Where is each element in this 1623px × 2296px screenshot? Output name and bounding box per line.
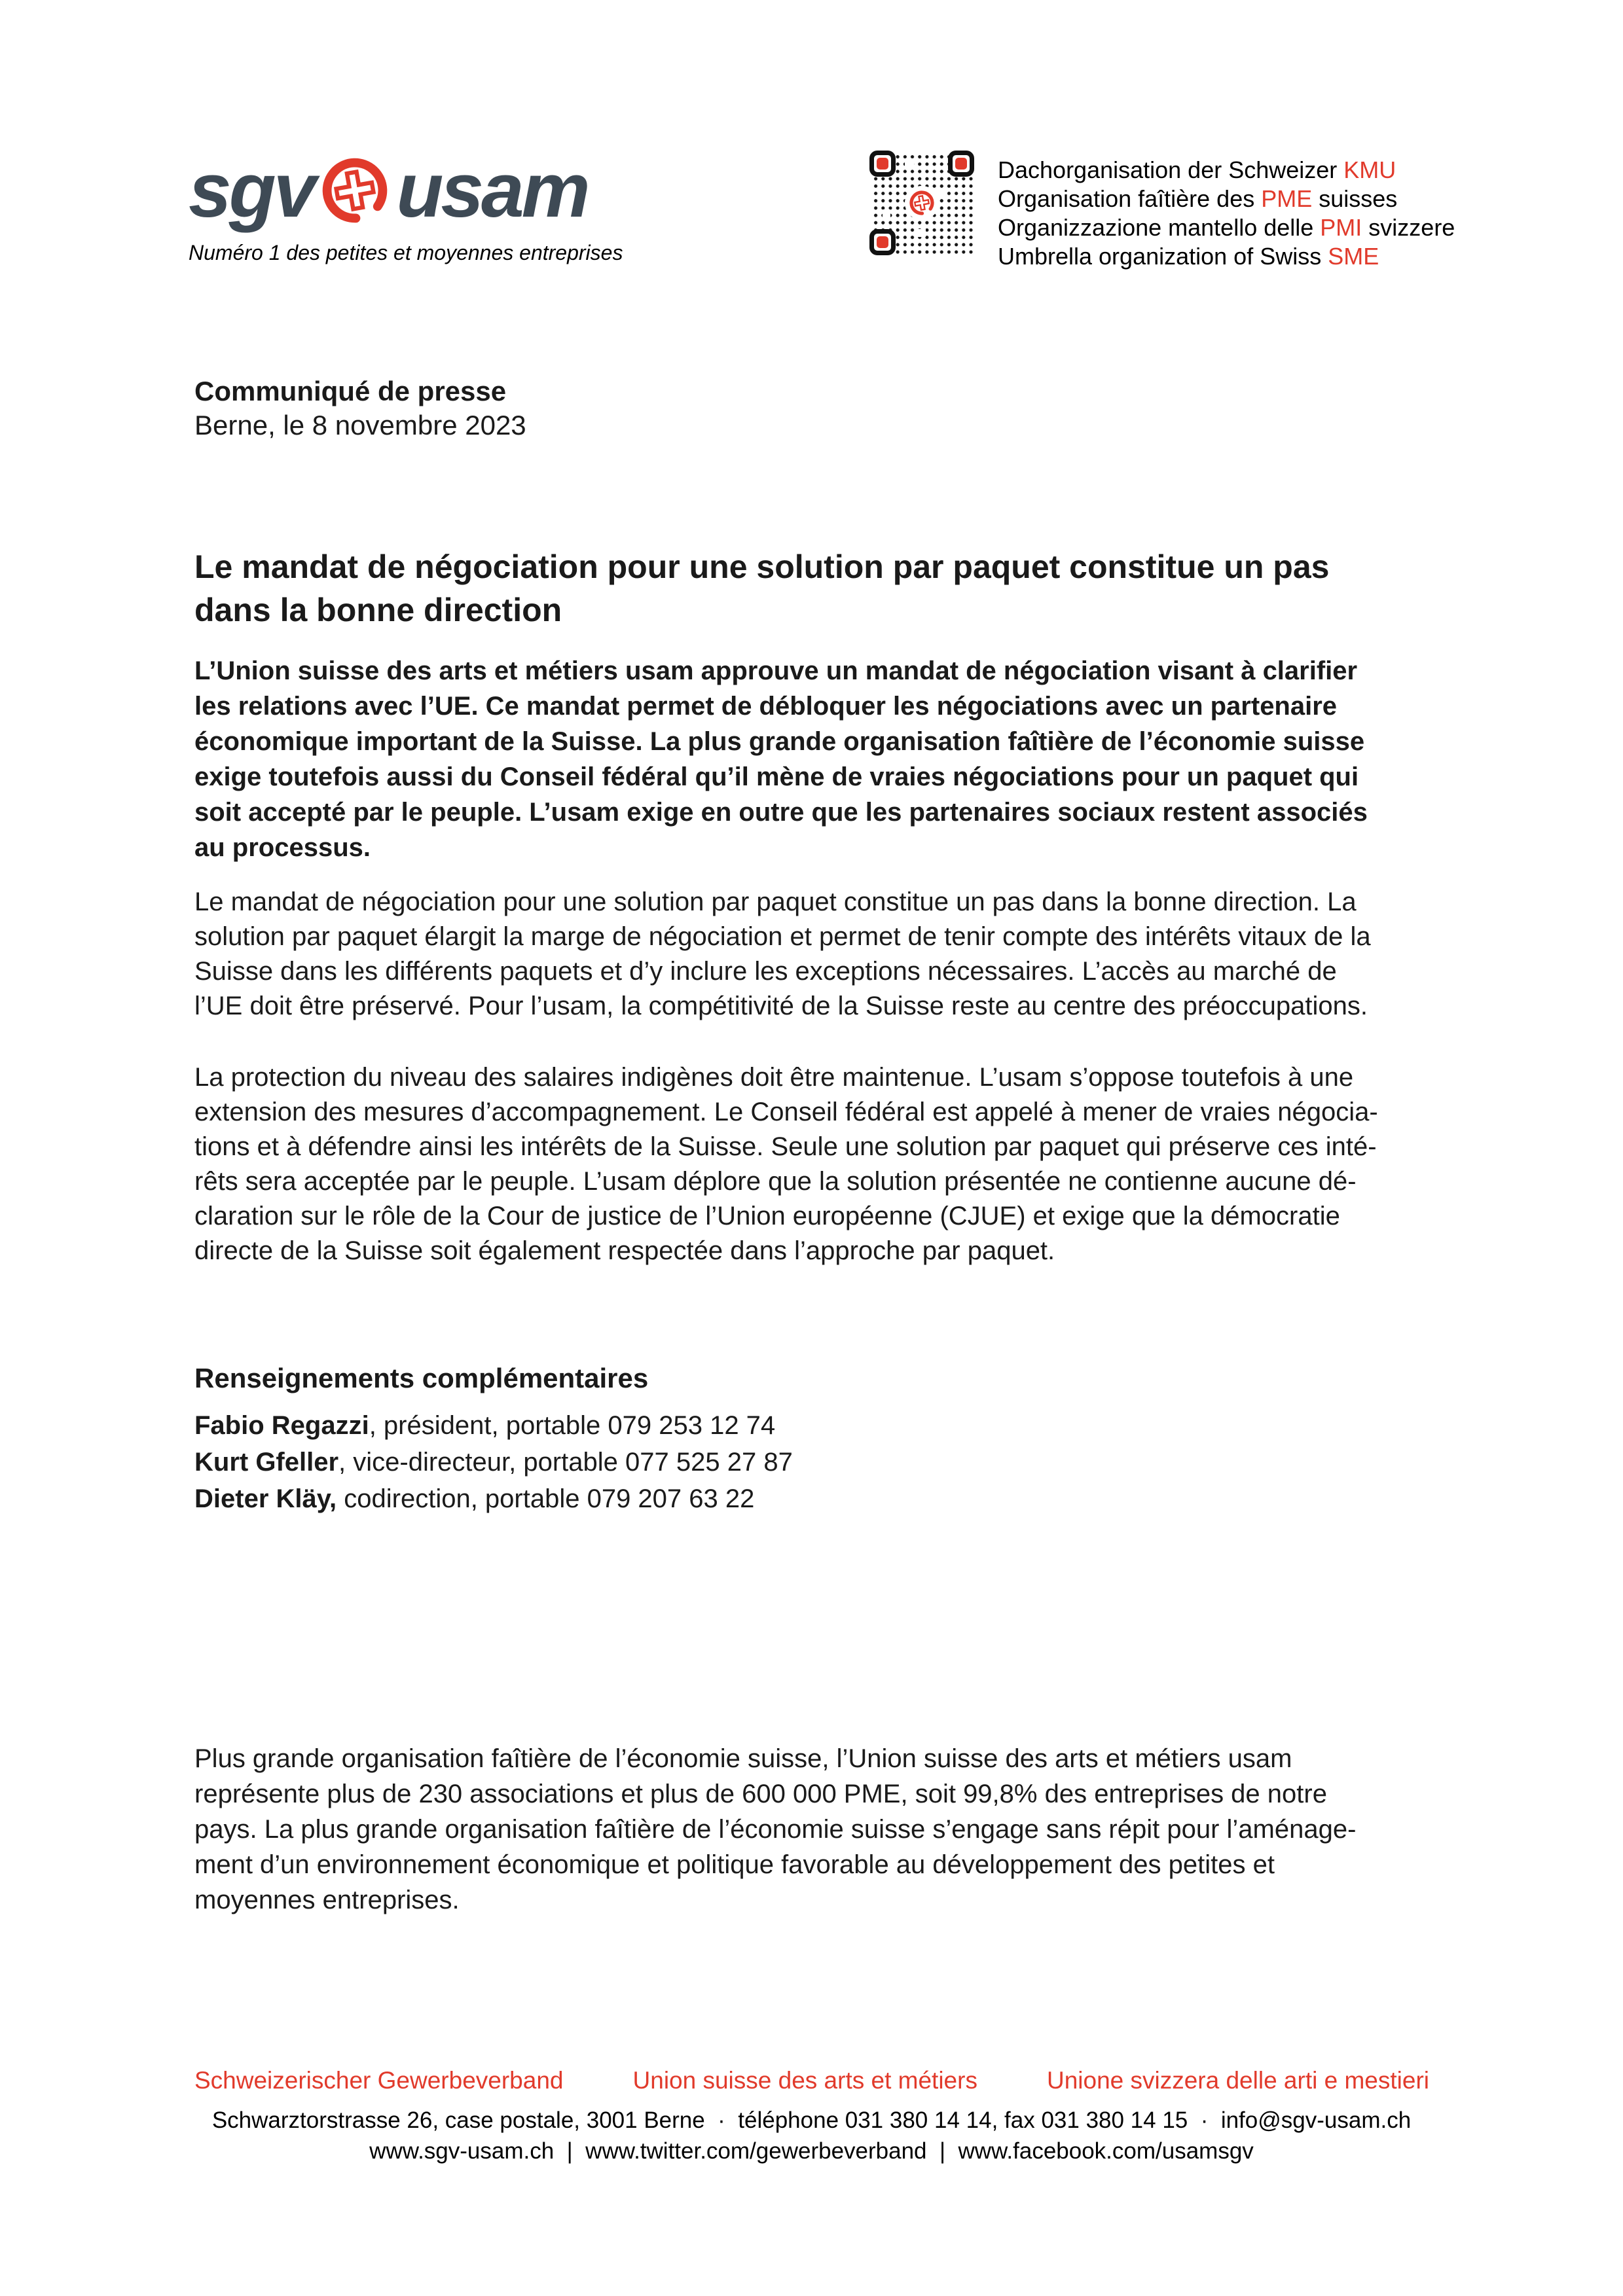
contact-row — [194, 1407, 793, 1444]
lead-line: soit accepté par le peuple. L’usam exige en outre que les partenaires sociaux restent associés — [194, 798, 1368, 827]
boilerplate-line: Plus grande organisation faîtière de l’économie suisse, l’Union suisse des arts et métiers usam — [194, 1744, 1292, 1773]
org-line-de — [998, 156, 1455, 185]
org-line-it — [998, 213, 1455, 242]
org-line-text: suisses — [1312, 185, 1398, 212]
date-location: Berne, le 8 novembre 2023 — [194, 410, 526, 440]
contact-name: Kurt Gfeller — [194, 1448, 339, 1477]
org-line-accent: SME — [1328, 243, 1379, 270]
org-line-text: Umbrella organization of Swiss — [998, 243, 1328, 270]
footer-org-it: Unione svizzera delle arti e mestieri — [1046, 2067, 1429, 2094]
lead-line: exige toutefois aussi du Conseil fédéral qu’il mène de vraies négociations pour un paquet qui — [194, 762, 1359, 791]
org-description-block — [998, 156, 1455, 271]
title-line: dans la bonne direction — [194, 592, 562, 628]
contact-row — [194, 1444, 793, 1480]
logo-word-sgv: sgv — [189, 147, 314, 234]
logo-tagline: Numéro 1 des petites et moyennes entreprises — [189, 241, 623, 264]
contact-name: Fabio Regazzi — [194, 1411, 369, 1440]
qr-finder-pattern-icon — [869, 229, 896, 255]
footer-links[interactable]: www.sgv-usam.ch | www.twitter.com/gewerbeverband | www.facebook.com/usamsgv — [369, 2138, 1254, 2164]
body-paragraph-1 — [194, 885, 1371, 1024]
org-line-accent: PMI — [1320, 214, 1362, 241]
swiss-cross-circle-icon — [909, 190, 935, 216]
swiss-cross-circle-icon — [320, 156, 390, 225]
boilerplate-paragraph — [194, 1741, 1356, 1918]
contact-details: , vice-directeur, portable 077 525 27 87 — [338, 1448, 793, 1477]
lead-line: L’Union suisse des arts et métiers usam approuve un mandat de négociation visant à clarifier — [194, 656, 1358, 685]
org-line-accent: PME — [1261, 185, 1313, 212]
org-line-text: Organisation faîtière des — [998, 185, 1262, 212]
title-line: Le mandat de négociation pour une solution par paquet constitue un pas — [194, 548, 1330, 585]
body-line: tions et à défendre ainsi les intérêts de la Suisse. Seule une solution par paquet qui préserve ces inté- — [194, 1132, 1377, 1161]
org-line-fr — [998, 185, 1455, 213]
contact-details: , président, portable 079 253 12 74 — [369, 1411, 776, 1440]
qr-noise-patch — [883, 209, 890, 219]
boilerplate-line: pays. La plus grande organisation faîtière de l’économie suisse s’engage sans répit pour l’aménage- — [194, 1815, 1357, 1844]
body-line: l’UE doit être préservé. Pour l’usam, la compétitivité de la Suisse reste au centre des préoccupations. — [194, 992, 1368, 1020]
contact-section-heading: Renseignements complémentaires — [194, 1363, 649, 1393]
org-line-accent: KMU — [1343, 156, 1396, 183]
boilerplate-line: moyennes entreprises. — [194, 1886, 460, 1914]
body-line: extension des mesures d’accompagnement. Le Conseil fédéral est appelé à mener de vraies négocia- — [194, 1098, 1378, 1126]
contact-name: Dieter Kläy, — [194, 1484, 337, 1513]
contact-row — [194, 1480, 793, 1517]
lead-line: les relations avec l’UE. Ce mandat permet de débloquer les négociations avec un partenaire — [194, 692, 1338, 721]
logo-row — [189, 147, 623, 234]
document-type-label: Communiqué de presse — [194, 376, 507, 406]
contact-list — [194, 1407, 793, 1517]
footer-org-de: Schweizerischer Gewerbeverband — [194, 2067, 564, 2094]
contact-details: codirection, portable 079 207 63 22 — [337, 1484, 755, 1513]
body-line: Suisse dans les différents paquets et d’y inclure les exceptions nécessaires. L’accès au marché de — [194, 957, 1337, 986]
lead-line: économique important de la Suisse. La plus grande organisation faîtière de l’économie suisse — [194, 727, 1365, 756]
qr-finder-pattern-icon — [869, 151, 896, 177]
logo-word-usam: usam — [396, 147, 588, 234]
qr-center-logo — [905, 186, 939, 220]
qr-code — [871, 152, 973, 254]
qr-noise-patch — [905, 158, 914, 168]
org-line-text: svizzere — [1362, 214, 1455, 241]
sgv-usam-logo — [189, 147, 623, 265]
body-line: La protection du niveau des salaires indigènes doit être maintenue. L’usam s’oppose toutefois à une — [194, 1063, 1354, 1092]
dateline-block — [194, 374, 526, 442]
boilerplate-line: ment d’un environnement économique et politique favorable au développement des petites et — [194, 1850, 1275, 1879]
org-line-en — [998, 242, 1455, 271]
footer-address: Schwarztorstrasse 26, case postale, 3001 Berne · téléphone 031 380 14 14, fax 031 380 14 15 · info@sgv-usam.ch — [211, 2108, 1412, 2133]
body-paragraph-2 — [194, 1060, 1378, 1268]
body-line: solution par paquet élargit la marge de négociation et permet de tenir compte des intérêts vitaux de la — [194, 922, 1371, 951]
body-line: rêts sera acceptée par le peuple. L’usam déplore que la solution présentée ne contienne aucune dé- — [194, 1167, 1357, 1196]
org-line-text: Organizzazione mantello delle — [998, 214, 1321, 241]
body-line: Le mandat de négociation pour une solution par paquet constitue un pas dans la bonne direction. La — [194, 888, 1357, 916]
page-title — [194, 545, 1329, 632]
footer-org-names — [194, 2067, 1429, 2094]
body-line: directe de la Suisse soit également respectée dans l’approche par paquet. — [194, 1236, 1055, 1265]
footer-org-fr: Union suisse des arts et métiers — [632, 2067, 977, 2094]
qr-noise-patch — [917, 229, 926, 237]
lead-paragraph — [194, 653, 1368, 865]
lead-line: au processus. — [194, 833, 371, 862]
qr-finder-pattern-icon — [948, 151, 974, 177]
boilerplate-line: représente plus de 230 associations et plus de 600 000 PME, soit 99,8% des entreprises de notre — [194, 1780, 1327, 1808]
org-line-text: Dachorganisation der Schweizer — [998, 156, 1344, 183]
body-line: claration sur le rôle de la Cour de justice de l’Union européenne (CJUE) et exige que la démocratie — [194, 1202, 1340, 1230]
